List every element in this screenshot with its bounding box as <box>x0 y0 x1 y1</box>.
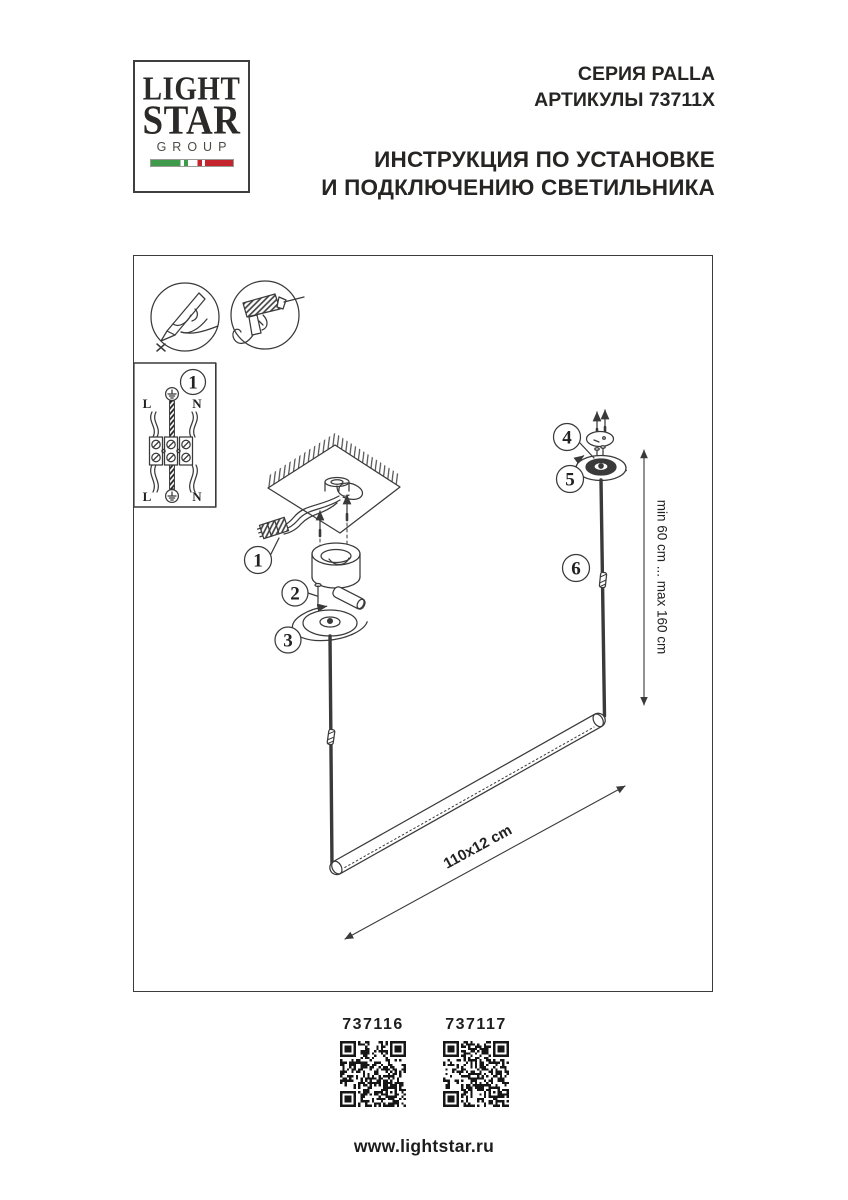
wire-stripping-icon <box>151 283 219 351</box>
diagram-canvas <box>133 255 713 992</box>
fixing-screws-up <box>597 410 605 434</box>
wiring-diagram <box>133 363 215 507</box>
instruction-title-line1: ИНСТРУКЦИЯ ПО УСТАНОВКЕ <box>374 147 715 172</box>
instruction-title-line2: И ПОДКЛЮЧЕНИЮ СВЕТИЛЬНИКА <box>321 175 715 200</box>
terminal-block <box>149 437 192 465</box>
drill-icon <box>231 281 304 349</box>
article-number-left: 737116 <box>342 1016 404 1033</box>
label-neutral-bottom: N <box>191 488 202 504</box>
height-dimension-label: min 60 cm ... max 160 cm <box>654 499 669 654</box>
suspension-assembly <box>553 410 626 716</box>
logo-text-light: LIGHT <box>142 70 241 108</box>
cable-adjuster-left <box>326 729 334 745</box>
cable-adjuster-right <box>599 572 607 588</box>
logo-text-star: STAR <box>142 97 241 144</box>
series-title: СЕРИЯ PALLA <box>577 63 715 85</box>
article-block-right <box>443 1016 509 1107</box>
label-line-bottom: L <box>142 488 151 504</box>
website-url: www.lightstar.ru <box>353 1136 495 1156</box>
step-3-number: 3 <box>282 630 293 651</box>
suspension-cable-right <box>601 480 605 716</box>
ceiling-panel <box>268 445 400 533</box>
height-dimension <box>644 450 670 705</box>
earth-symbol-top <box>165 387 178 400</box>
mounting-bracket-cup <box>312 543 360 588</box>
qr-code-right <box>443 1041 509 1107</box>
article-number-right: 737117 <box>445 1016 507 1033</box>
strain-relief-piece <box>331 585 366 610</box>
italian-flag-bar <box>150 159 234 167</box>
step-4-number: 4 <box>561 427 572 448</box>
lightstar-logo <box>133 60 250 193</box>
logo-text-group: GROUP <box>156 140 233 154</box>
wiring-step-number: 1 <box>187 372 198 393</box>
label-line-top: L <box>142 395 151 411</box>
connector-block <box>256 517 288 539</box>
article-block-left <box>340 1016 406 1107</box>
ceiling-mount-assembly <box>244 433 400 866</box>
step-2-number: 2 <box>289 583 300 604</box>
ceiling-plate <box>586 431 613 446</box>
step-6-number: 6 <box>570 558 581 579</box>
suspension-cable-left <box>330 636 332 866</box>
canopy-screw <box>315 583 321 603</box>
title-block <box>321 61 715 202</box>
step-1-number: 1 <box>252 550 263 571</box>
length-dimension <box>345 786 625 939</box>
instruction-title <box>321 146 715 202</box>
step-5-number: 5 <box>564 469 575 490</box>
length-dimension-label: 110x12 cm <box>440 821 515 872</box>
earth-symbol-bottom <box>165 489 178 502</box>
articles-title: АРТИКУЛЫ 73711X <box>534 89 715 111</box>
installation-diagram <box>133 255 713 992</box>
label-neutral-top: N <box>191 395 202 411</box>
qr-code-left <box>340 1041 406 1107</box>
